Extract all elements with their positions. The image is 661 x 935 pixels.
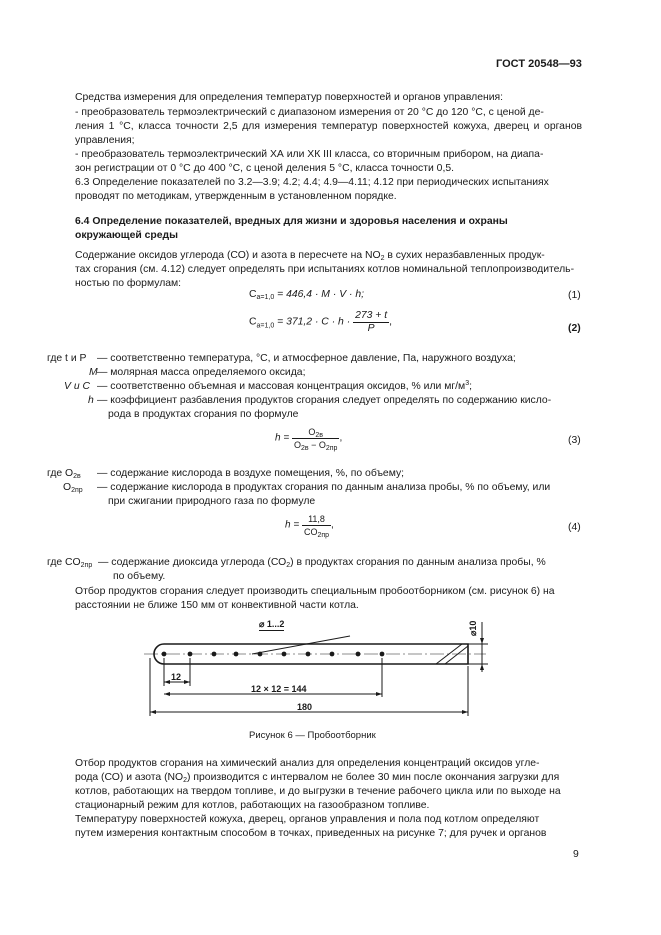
definition-text: — коэффициент разбавления продуктов сгорания следует определять по содержанию кисло- <box>97 395 552 406</box>
formula-number: (1) <box>568 290 581 301</box>
figure-caption: Рисунок 6 — Пробоотборник <box>249 730 376 741</box>
intro-line: - преобразователь термоэлектрический с диапазоном измерения от 20 °С до 120 °С, с ценой де- <box>75 107 544 118</box>
pitch-dimension-label: 12 <box>171 672 182 682</box>
definition-text: рода в продуктах сгорания по формуле <box>108 409 299 420</box>
paragraph-line: Отбор продуктов сгорания на химический анализ для определения концентраций оксидов угле- <box>75 758 540 769</box>
formula-4: h = $\frac{11,8}{CO_{2пр}}$ , <box>285 514 334 539</box>
paragraph-line: Температуру поверхностей кожуха, дверец, органов управления и пола под котлом определяют <box>75 814 540 825</box>
probe-drawing <box>140 612 510 722</box>
span-dimension-label: 12 × 12 = 144 <box>251 684 307 694</box>
paragraph-line: рода (СО) и азота $(NO_2)$ производится с интервалом не более 30 мин после окончания загрузки для <box>75 772 560 784</box>
definition-text: — содержание кислорода в воздухе помещения, %, по объему; <box>97 468 405 479</box>
section-heading: 6.4 Определение показателей, вредных для жизни и здоровья населения и охраны <box>75 216 508 227</box>
definition-text: — соответственно объемная и массовая концентрация оксидов, % или $мг/м^3$; <box>97 380 472 392</box>
formula-number: (4) <box>568 522 581 533</box>
intro-line: - преобразователь термоэлектрический ХА или ХК III класса, со вторичным прибором, на диапа- <box>75 149 544 160</box>
formula-number: (3) <box>568 435 581 446</box>
formula-3: h = $\frac{O_{2в}}{O_{2в} - O_{2пр}}$ , <box>275 427 343 452</box>
definition-symbol: где $CO_{2пр}$ <box>47 557 93 569</box>
intro-line: управления; <box>75 135 135 146</box>
definition-text: — соответственно температура, °С, и атмосферное давление, Па, наружного воздуха; <box>97 353 516 364</box>
formula-number: (2) <box>568 323 581 334</box>
formula-1: $C_{a=1,0} = 446,4 \cdot M \cdot V \cdot h$; <box>249 289 365 301</box>
definition-symbol: M <box>89 367 98 378</box>
definition-text: — содержание диоксида углерода $(СО_2)$ в продуктах сгорания по данным анализа пробы, % <box>98 557 546 569</box>
hole-diameter-label: ⌀ 1...2 <box>259 619 285 629</box>
intro-line: ления 1 °С, класса точности 2,5 для измерения температур поверхностей кожуха, дверец и органов <box>75 121 582 132</box>
paragraph-line: расстоянии не ближе 150 мм от конвективной части котла. <box>75 600 359 611</box>
intro-line: проводят по методикам, утвержденным в установленном порядке. <box>75 191 397 202</box>
definition-text: при сжигании природного газа по формуле <box>108 496 316 507</box>
paragraph-line: Отбор продуктов сгорания следует производить специальным пробоотборником (см. рисунок 6) на <box>75 586 555 597</box>
paragraph-line: тах сгорания (см. 4.12) следует определять при испытаниях котлов номинальной теплопроизводитель- <box>75 264 575 275</box>
definition-symbol: где $O_{2в}$ <box>47 468 81 480</box>
definition-symbol: h <box>88 395 94 406</box>
definition-symbol: где t и P <box>47 353 87 364</box>
intro-line: зон регистрации от 0 °С до 400 °С, с ценой деления 5 °С, класса точности 0,5. <box>75 163 455 174</box>
definition-text: — молярная масса определяемого оксида; <box>97 367 306 378</box>
intro-line: 6.3 Определение показателей по 3.2—3.9; 4.2; 4.4; 4.9—4.11; 4.12 при периодических испытаниях <box>75 177 549 188</box>
definition-text: — содержание кислорода в продуктах сгорания по данным анализа пробы, % по объему, или <box>97 482 551 493</box>
definition-symbol: $O_{2пр}$ <box>63 482 83 494</box>
paragraph-line: путем измерения контактным способом в точках, приведенных на рисунке 7; для ручек и органов <box>75 828 547 839</box>
intro-line: Средства измерения для определения температур поверхностей и органов управления: <box>75 92 504 103</box>
definition-symbol: V и C <box>64 381 90 392</box>
definition-text: по объему. <box>113 571 166 582</box>
length-dimension-label: 180 <box>297 702 313 712</box>
document-header: ГОСТ 20548—93 <box>496 58 582 70</box>
paragraph-line: ностью по формулам: <box>75 278 182 289</box>
formula-2: $C_{a=1,0} = 371,2 \cdot C \cdot h$ · $\frac{273 + t}{P}$ , <box>249 310 393 334</box>
paragraph-line: Содержание оксидов углерода (СО) и азота в пересчете на $NO_2$ в сухих неразбавленных продук- <box>75 250 545 262</box>
page-number: 9 <box>573 849 579 860</box>
paragraph-line: стационарный режим для котлов, работающих на газообразном топливе. <box>75 800 430 811</box>
paragraph-line: котлов, работающих на твердом топливе, и до выгрузки в течение рабочего цикла или по выходе на <box>75 786 561 797</box>
section-heading: окружающей среды <box>75 230 179 241</box>
tube-diameter-label: ⌀10 <box>468 620 478 636</box>
